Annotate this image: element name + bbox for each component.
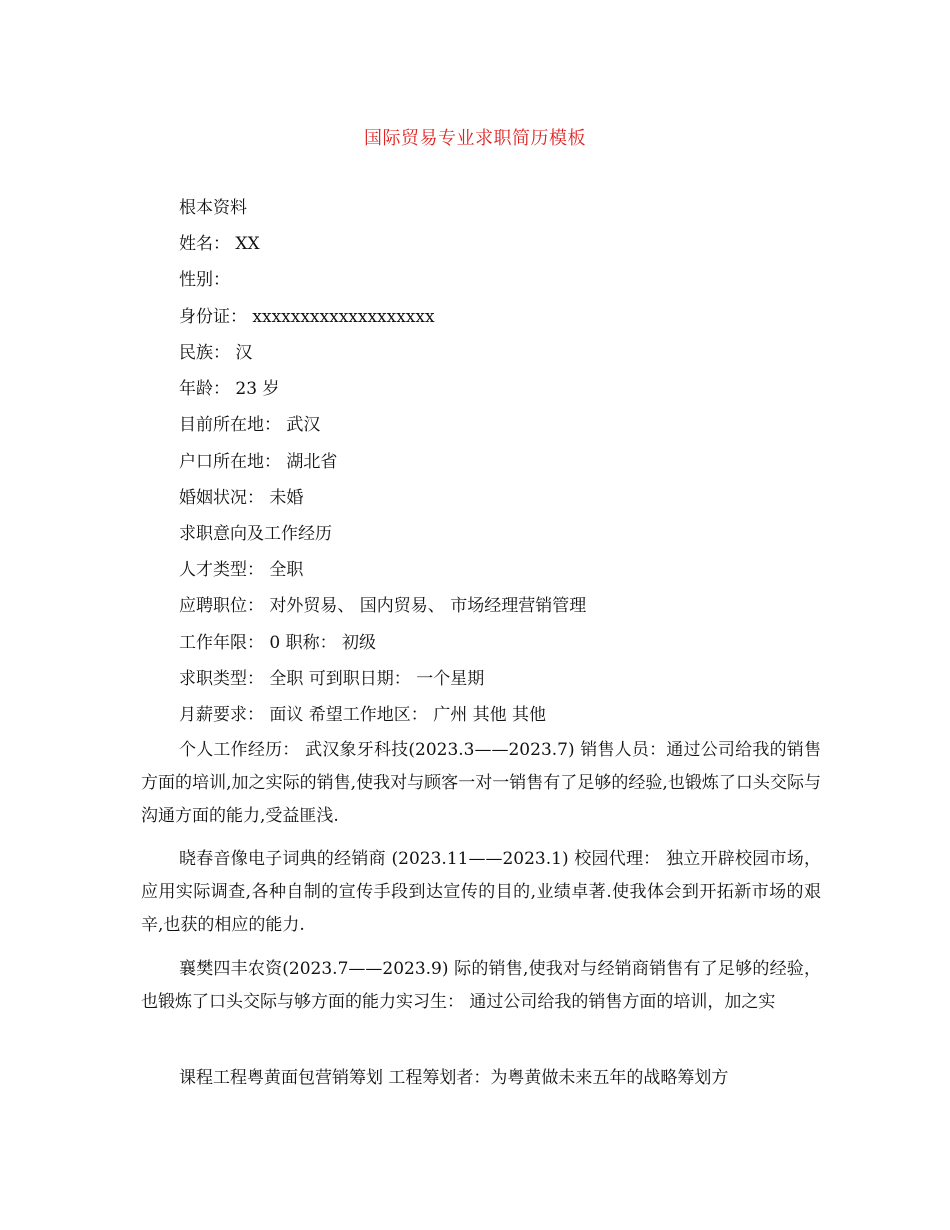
field-work-years: 工作年限： 0 职称： 初级 — [179, 633, 377, 653]
field-ethnicity: 民族： 汉 — [179, 343, 253, 363]
document-title: 国际贸易专业求职简历模板 — [364, 128, 586, 149]
experience-paragraph-4: 课程工程粤黄面包营销筹划 工程筹划者：为粤黄做未来五年的战略筹划方 — [179, 1068, 729, 1088]
section-heading-intent: 求职意向及工作经历 — [179, 524, 332, 544]
field-talent-type: 人才类型： 全职 — [179, 560, 304, 580]
experience-paragraph-3: 襄樊四丰农资(2023.7——2023.9) 际的销售,使我对与经销商销售有了足够的经验，也锻炼了口头交际与够方面的能力实习生： 通过公司给我的销售方面的培训，加之实 — [141, 959, 821, 1012]
field-current-location: 目前所在地： 武汉 — [179, 415, 321, 435]
field-gender: 性别： — [179, 270, 230, 290]
field-marital-status: 婚姻状况： 未婚 — [179, 488, 304, 508]
field-positions: 应聘职位： 对外贸易、 国内贸易、 市场经理营销管理 — [179, 596, 587, 616]
field-name: 姓名： XX — [179, 234, 260, 254]
field-job-type: 求职类型： 全职 可到职日期： 一个星期 — [179, 669, 485, 689]
field-salary: 月薪要求： 面议 希望工作地区： 广州 其他 其他 — [179, 705, 547, 725]
experience-paragraph-2: 晓春音像电子词典的经销商 (2023.11——2023.1) 校园代理： 独立开辟校园市场，应用实际调查,各种自制的宣传手段到达宣传的目的,业绩卓著.使我体会到开拓新市场的艰辛,也获的相应的能力. — [141, 849, 821, 935]
field-hukou-location: 户口所在地： 湖北省 — [179, 452, 338, 472]
section-heading-basic: 根本资料 — [179, 198, 247, 218]
field-id-card: 身份证： xxxxxxxxxxxxxxxxxxx — [179, 307, 435, 327]
experience-paragraph-1: 个人工作经历： 武汉象牙科技(2023.3——2023.7) 销售人员：通过公司给我的销售方面的培训,加之实际的销售,使我对与顾客一对一销售有了足够的经验,也锻炼了口头交际与沟通方面的能力,受益匪浅. — [141, 740, 821, 826]
field-age: 年龄： 23 岁 — [179, 379, 280, 399]
